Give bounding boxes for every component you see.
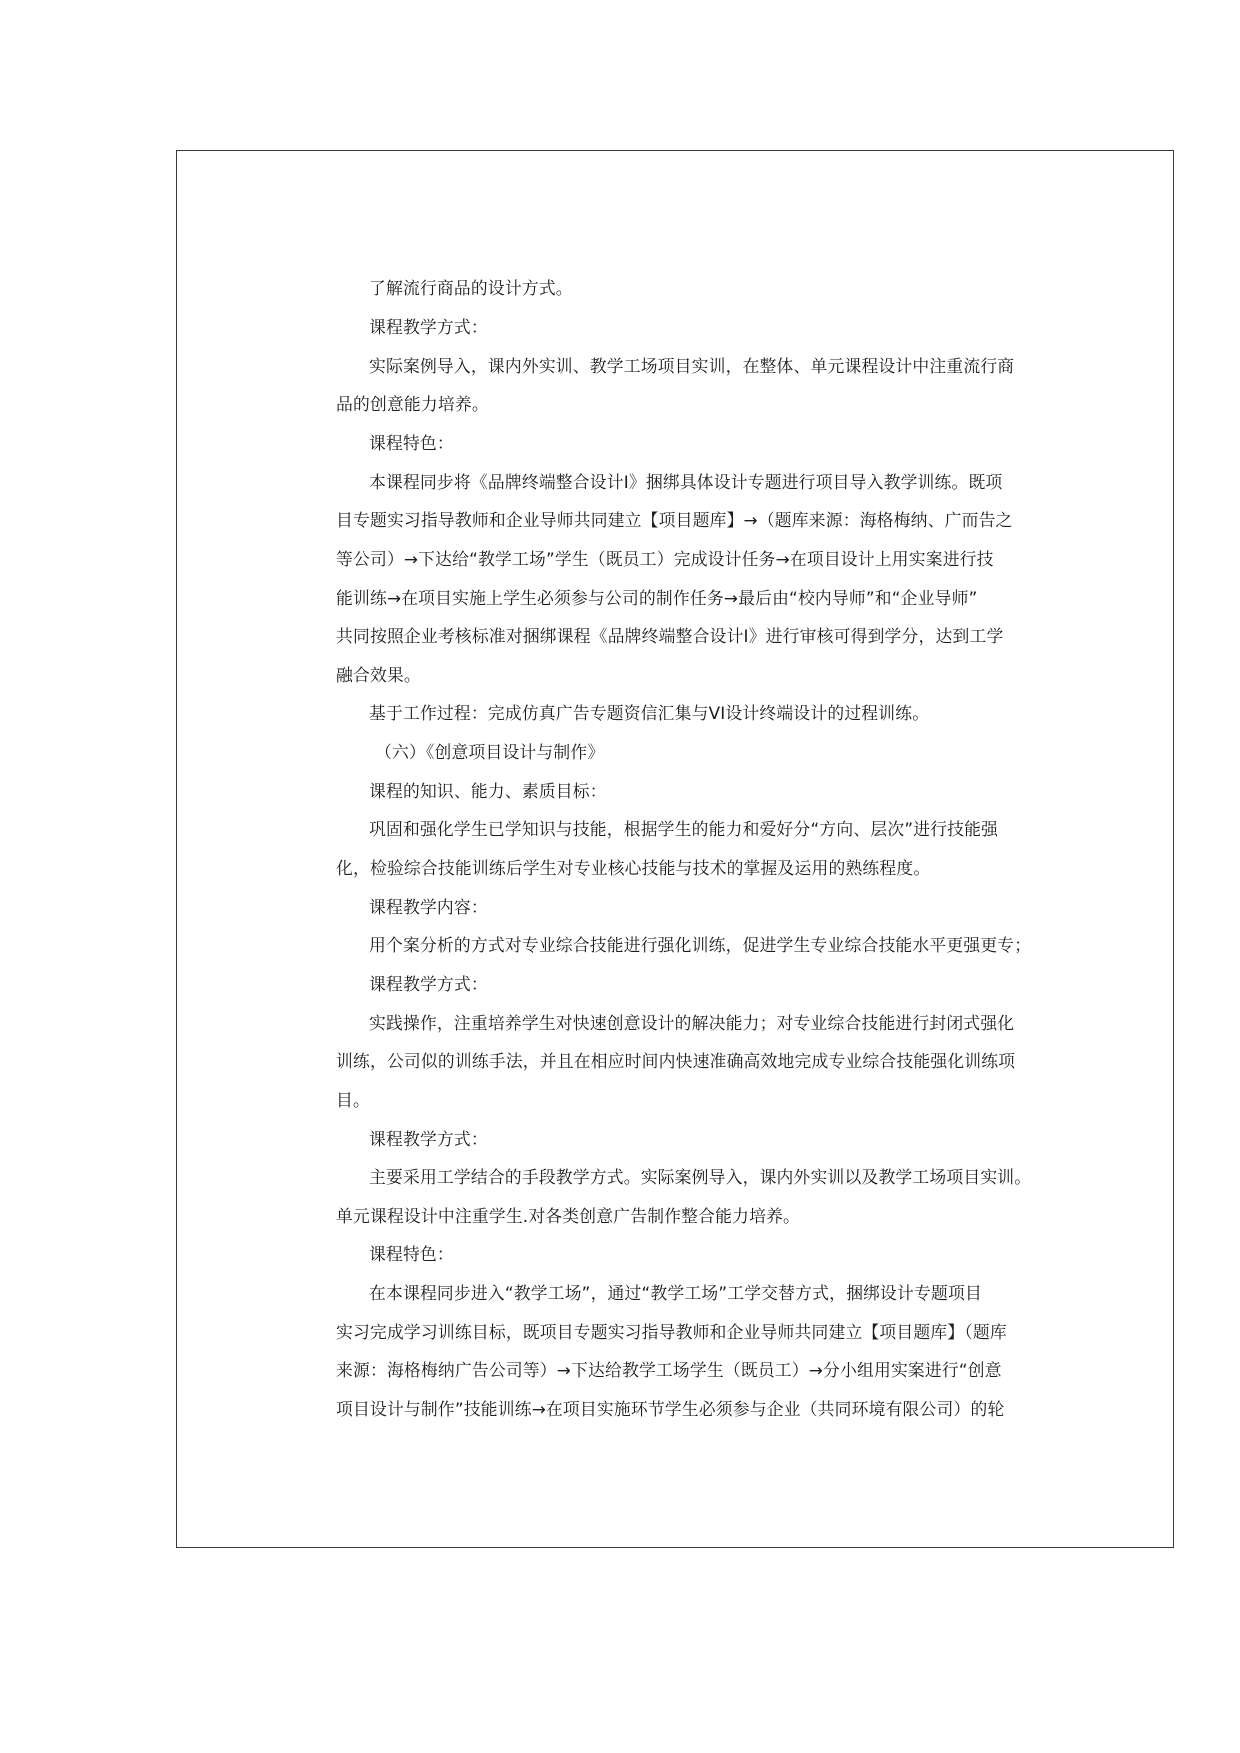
paragraph-line: 来源：海格梅纳广告公司等）→下达给教学工场学生（既员工）→分小组用实案进行“创意 xyxy=(336,1360,1002,1380)
paragraph-line: 巩固和强化学生已学知识与技能，根据学生的能力和爱好分“方向、层次”进行技能强 xyxy=(369,819,999,839)
paragraph-line: 在本课程同步进入“教学工场”，通过“教学工场”工学交替方式，捆绑设计专题项目 xyxy=(369,1283,982,1303)
section-heading: 课程的知识、能力、素质目标： xyxy=(369,781,607,801)
section-heading: 课程教学方式： xyxy=(369,317,488,337)
course-title: （六）《创意项目设计与制作》 xyxy=(375,742,605,762)
paragraph-line: 目。 xyxy=(336,1090,370,1110)
section-heading: 课程特色： xyxy=(369,433,454,453)
paragraph-line: 共同按照企业考核标准对捆绑课程《品牌终端整合设计Ⅰ》进行审核可得到学分，达到工学 xyxy=(336,626,1004,646)
paragraph-line: 主要采用工学结合的手段教学方式。实际案例导入，课内外实训以及教学工场项目实训。 xyxy=(369,1167,1032,1187)
section-heading: 课程特色： xyxy=(369,1244,454,1264)
section-heading: 课程教学方式： xyxy=(369,1129,488,1149)
paragraph-line: 实际案例导入，课内外实训、教学工场项目实训，在整体、单元课程设计中注重流行商 xyxy=(369,356,1015,376)
paragraph-line: 项目设计与制作”技能训练→在项目实施环节学生必须参与企业（共同环境有限公司）的轮 xyxy=(336,1399,1005,1419)
paragraph-line: 单元课程设计中注重学生.对各类创意广告制作整合能力培养。 xyxy=(336,1206,801,1226)
paragraph-line: 等公司）→下达给“教学工场”学生（既员工）完成设计任务→在项目设计上用实案进行技 xyxy=(336,549,994,569)
paragraph-line: 品的创意能力培养。 xyxy=(336,394,489,414)
section-heading: 课程教学内容： xyxy=(369,897,488,917)
paragraph-line: 化，检验综合技能训练后学生对专业核心技能与技术的掌握及运用的熟练程度。 xyxy=(336,858,931,878)
paragraph-line: 了解流行商品的设计方式。 xyxy=(369,278,573,298)
paragraph-line: 目专题实习指导教师和企业导师共同建立【项目题库】→（题库来源：海格梅纳、广而告之 xyxy=(336,510,1013,530)
paragraph-line: 实习完成学习训练目标，既项目专题实习指导教师和企业导师共同建立【项目题库】（题库 xyxy=(336,1322,1007,1342)
paragraph-line: 能训练→在项目实施上学生必须参与公司的制作任务→最后由“校内导师”和“企业导师” xyxy=(336,588,978,608)
paragraph-line: 训练，公司似的训练手法，并且在相应时间内快速准确高效地完成专业综合技能强化训练项 xyxy=(336,1051,1016,1071)
paragraph-line: 本课程同步将《品牌终端整合设计Ⅰ》捆绑具体设计专题进行项目导入教学训练。既项 xyxy=(369,472,1003,492)
paragraph-line: 实践操作，注重培养学生对快速创意设计的解决能力；对专业综合技能进行封闭式强化 xyxy=(369,1013,1015,1033)
paragraph-line: 用个案分析的方式对专业综合技能进行强化训练，促进学生专业综合技能水平更强更专； xyxy=(369,935,1032,955)
section-heading: 课程教学方式： xyxy=(369,974,488,994)
paragraph-line: 融合效果。 xyxy=(336,665,421,685)
paragraph-line: 基于工作过程：完成仿真广告专题资信汇集与VI设计终端设计的过程训练。 xyxy=(369,703,930,723)
